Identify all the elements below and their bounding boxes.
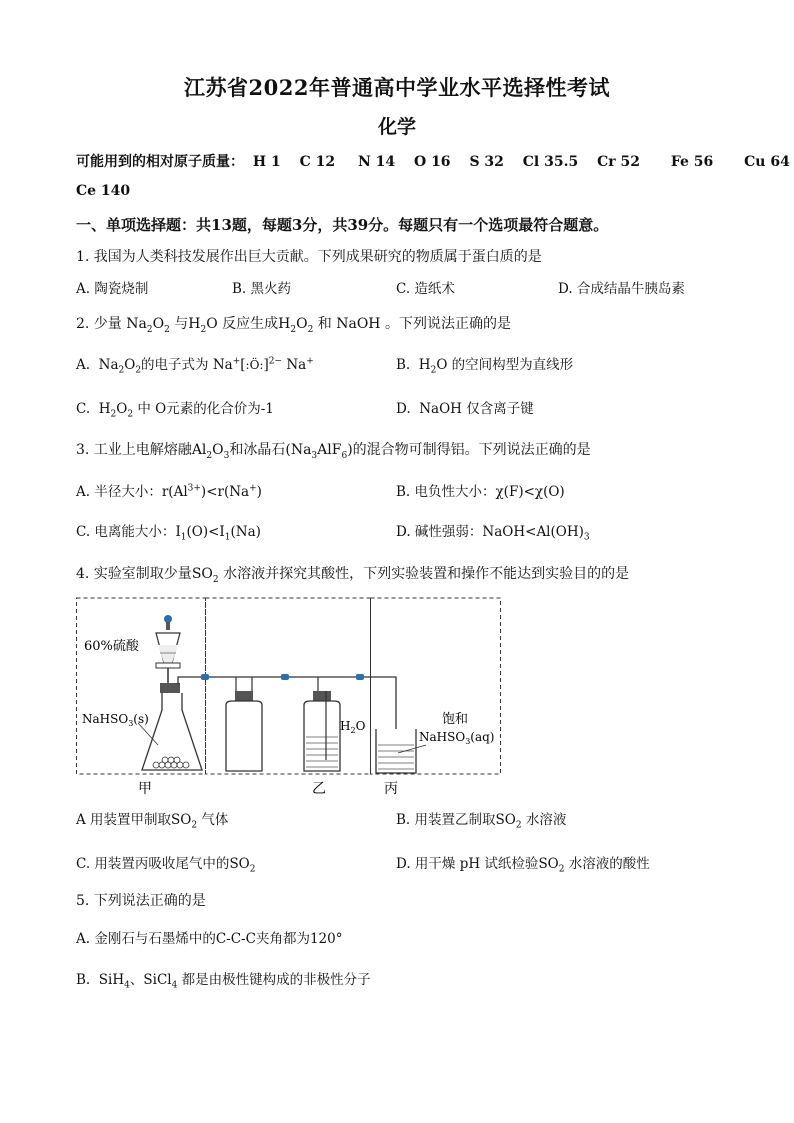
label-water: $H_2O$ <box>340 719 366 735</box>
exam-title: 江苏省2022年普通高中学业水平选择性考试 <box>184 75 610 100</box>
q2-option-b: B. $H_2O$ 的空间构型为直线形 <box>396 357 574 376</box>
funnel-stopper <box>164 615 172 623</box>
q5-option-a: A. 金刚石与石墨烯中的C-C-C夹角都为120° <box>76 931 343 947</box>
section-title: 一、单项选择题：共13题，每题3分，共39分。每题只有一个选项最符合题意。 <box>76 216 609 234</box>
q5-option-b: B. SiH$_4$、SiCl$_4$ 都是由极性键构成的非极性分子 <box>76 972 371 991</box>
flask-stopper <box>160 683 180 693</box>
mass-cl: Cl 35.5 <box>522 154 579 170</box>
q2-stem: 2. 少量 $Na_2O_2$ 与$H_2O$ 反应生成$H_2O_2$ 和 NaOH 。下列说法正确的是 <box>76 316 511 335</box>
q2-option-c: C. $H_2O_2$ 中 O元素的化合价为-1 <box>76 401 274 420</box>
q3-stem: 3. 工业上电解熔融$Al_2O_3$和冰晶石$(Na_3AlF_6)$的混合物可制得铝。下列说法正确的是 <box>76 442 591 461</box>
q4-option-a: A 用装置甲制取$SO_2$ 气体 <box>76 812 229 831</box>
label-bing: 丙 <box>384 781 398 797</box>
mass-o: O 16 <box>414 154 451 170</box>
label-solution: NaHSO$_3$(aq) <box>419 730 495 746</box>
q2-option-d: D. NaOH 仅含离子键 <box>396 401 534 417</box>
mass-h: H 1 <box>252 154 281 170</box>
label-saturated: 饱和 <box>442 712 469 727</box>
label-yi: 乙 <box>312 781 326 797</box>
mass-n: N 14 <box>357 154 396 170</box>
apparatus-diagram <box>76 595 506 800</box>
q3-option-b: B. 电负性大小：χ(F)<χ(O) <box>396 484 565 500</box>
mass-s: S 32 <box>469 154 504 170</box>
q2-option-a: A. $Na_2O_2$的电子式为 Na+[:Ö:]$^{2-}$ Na+ <box>76 356 314 376</box>
label-solid: NaHSO$_3$(s) <box>82 712 149 728</box>
mass-fe: Fe 56 <box>670 154 714 170</box>
q1-stem: 1. 我国为人类科技发展作出巨大贡献。下列成果研究的物质属于蛋白质的是 <box>76 249 542 265</box>
q1-option-c: C. 造纸术 <box>396 281 455 297</box>
q3-option-c: C. 电离能大小：$I_1(O)<I_1(Na)$ <box>76 524 261 543</box>
q3-option-a: A. 半径大小：$r(Al^{3+})<r(Na^+)$ <box>76 483 262 500</box>
mass-c: C 12 <box>299 154 336 170</box>
q1-option-d: D. 合成结晶牛胰岛素 <box>558 281 685 297</box>
q3-option-d: D. 碱性强弱：$NaOH<Al(OH)_3$ <box>396 524 590 543</box>
mass-cu: Cu 64 <box>744 154 790 170</box>
subject-title: 化学 <box>377 116 416 138</box>
q1-option-a: A. 陶瓷烧制 <box>76 281 149 297</box>
q5-stem: 5. 下列说法正确的是 <box>76 893 206 909</box>
mass-ce: Ce 140 <box>76 183 131 199</box>
q1-option-b: B. 黑火药 <box>232 281 292 297</box>
q4-option-c: C. 用装置丙吸收尾气中的$SO_2$ <box>76 856 256 875</box>
q4-option-d: D. 用干燥 pH 试纸检验$SO_2$ 水溶液的酸性 <box>396 856 650 875</box>
mass-cr: Cr 52 <box>597 154 640 170</box>
atomic-mass-label: 可能用到的相对原子质量： <box>76 154 244 170</box>
bottle-empty <box>226 701 262 771</box>
label-jia: 甲 <box>138 781 152 797</box>
q4-option-b: B. 用装置乙制取$SO_2$ 水溶液 <box>396 812 567 831</box>
bottle-water <box>304 701 340 771</box>
label-acid: 60%硫酸 <box>84 639 139 654</box>
atomic-mass-line <box>76 151 790 171</box>
q4-stem: 4. 实验室制取少量$SO_2$ 水溶液并探究其酸性，下列实验装置和操作不能达到实验目的的是 <box>76 566 630 585</box>
